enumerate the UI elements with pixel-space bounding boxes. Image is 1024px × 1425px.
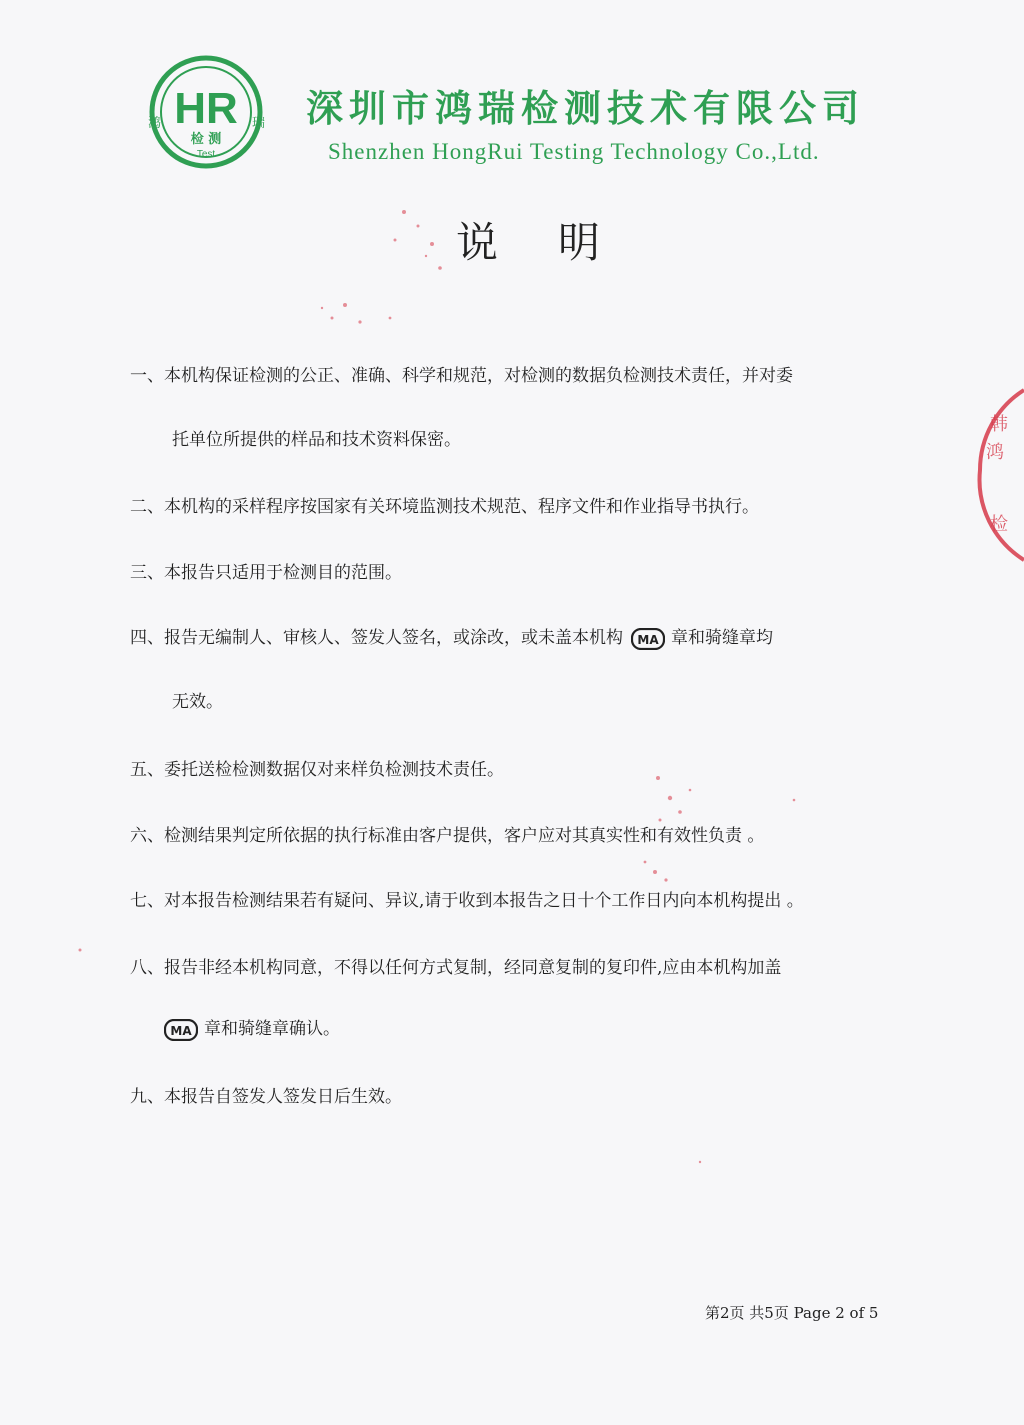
list-item <box>130 956 781 980</box>
svg-text:韩: 韩 <box>990 414 1008 435</box>
list-item <box>130 495 759 519</box>
hongrui-logo <box>140 55 272 173</box>
item-text: 本机构保证检测的公正、准确、科学和规范，对检测的数据负检测技术责任，并对委 <box>164 366 793 386</box>
item-text: 本报告自签发人签发日后生效。 <box>164 1087 402 1107</box>
svg-text:HR: HR <box>174 84 238 133</box>
list-item-continuation: 托单位所提供的样品和技术资料保密。 <box>172 430 461 450</box>
svg-text:Test: Test <box>196 149 216 160</box>
red-stamp-partial <box>960 370 1024 580</box>
item-number: 七、 <box>130 891 164 911</box>
item-number: 二、 <box>130 497 164 517</box>
svg-text:MA: MA <box>170 1023 192 1038</box>
cma-seal-icon <box>631 628 665 650</box>
list-item <box>130 889 804 913</box>
item-number: 三、 <box>130 563 164 583</box>
list-item <box>130 824 764 848</box>
cma-seal-icon <box>164 1019 198 1041</box>
item-number: 八、 <box>130 958 164 978</box>
svg-text:鸿: 鸿 <box>148 116 162 131</box>
item-text: 报告无编制人、审核人、签发人签名，或涂改，或未盖本机构 <box>164 628 623 648</box>
item-text: 本报告只适用于检测目的范围。 <box>164 563 402 583</box>
company-name-en: Shenzhen HongRui Testing Technology Co.,Ltd. <box>328 139 820 164</box>
list-item <box>130 1085 402 1109</box>
svg-text:鸿: 鸿 <box>986 442 1004 463</box>
item-text-after-icon: 章和骑缝章均 <box>671 628 773 648</box>
item-text: 对本报告检测结果若有疑问、异议,请于收到本报告之日十个工作日内向本机构提出 。 <box>164 891 804 911</box>
page-footer: 第2页 共5页 Page 2 of 5 <box>705 1304 879 1322</box>
item-text: 委托送检检测数据仅对来样负检测技术责任。 <box>164 760 504 780</box>
item-number: 一、 <box>130 366 164 386</box>
list-item <box>130 758 504 782</box>
company-name-cn: 深圳市鸿瑞检测技术有限公司 <box>306 87 865 130</box>
item-text: 本机构的采样程序按国家有关环境监测技术规范、程序文件和作业指导书执行。 <box>164 497 759 517</box>
svg-text:瑞: 瑞 <box>252 116 266 131</box>
list-item <box>130 561 402 585</box>
item-text: 报告非经本机构同意，不得以任何方式复制，经同意复制的复印件,应由本机构加盖 <box>164 958 782 978</box>
item-number: 六、 <box>130 826 164 846</box>
list-item <box>130 626 773 650</box>
svg-text:检 测: 检 测 <box>190 132 222 147</box>
list-item-continuation <box>164 1017 340 1041</box>
item-text-after-icon: 章和骑缝章确认。 <box>204 1019 340 1039</box>
item-number: 九、 <box>130 1087 164 1107</box>
item-number: 四、 <box>130 628 164 648</box>
svg-text:检: 检 <box>990 514 1008 535</box>
svg-text:MA: MA <box>637 632 659 647</box>
document-title: 说明 <box>456 218 661 267</box>
item-text: 检测结果判定所依据的执行标准由客户提供，客户应对其真实性和有效性负责 。 <box>164 826 765 846</box>
list-item <box>130 364 793 388</box>
item-number: 五、 <box>130 760 164 780</box>
list-item-continuation: 无效。 <box>172 692 223 712</box>
